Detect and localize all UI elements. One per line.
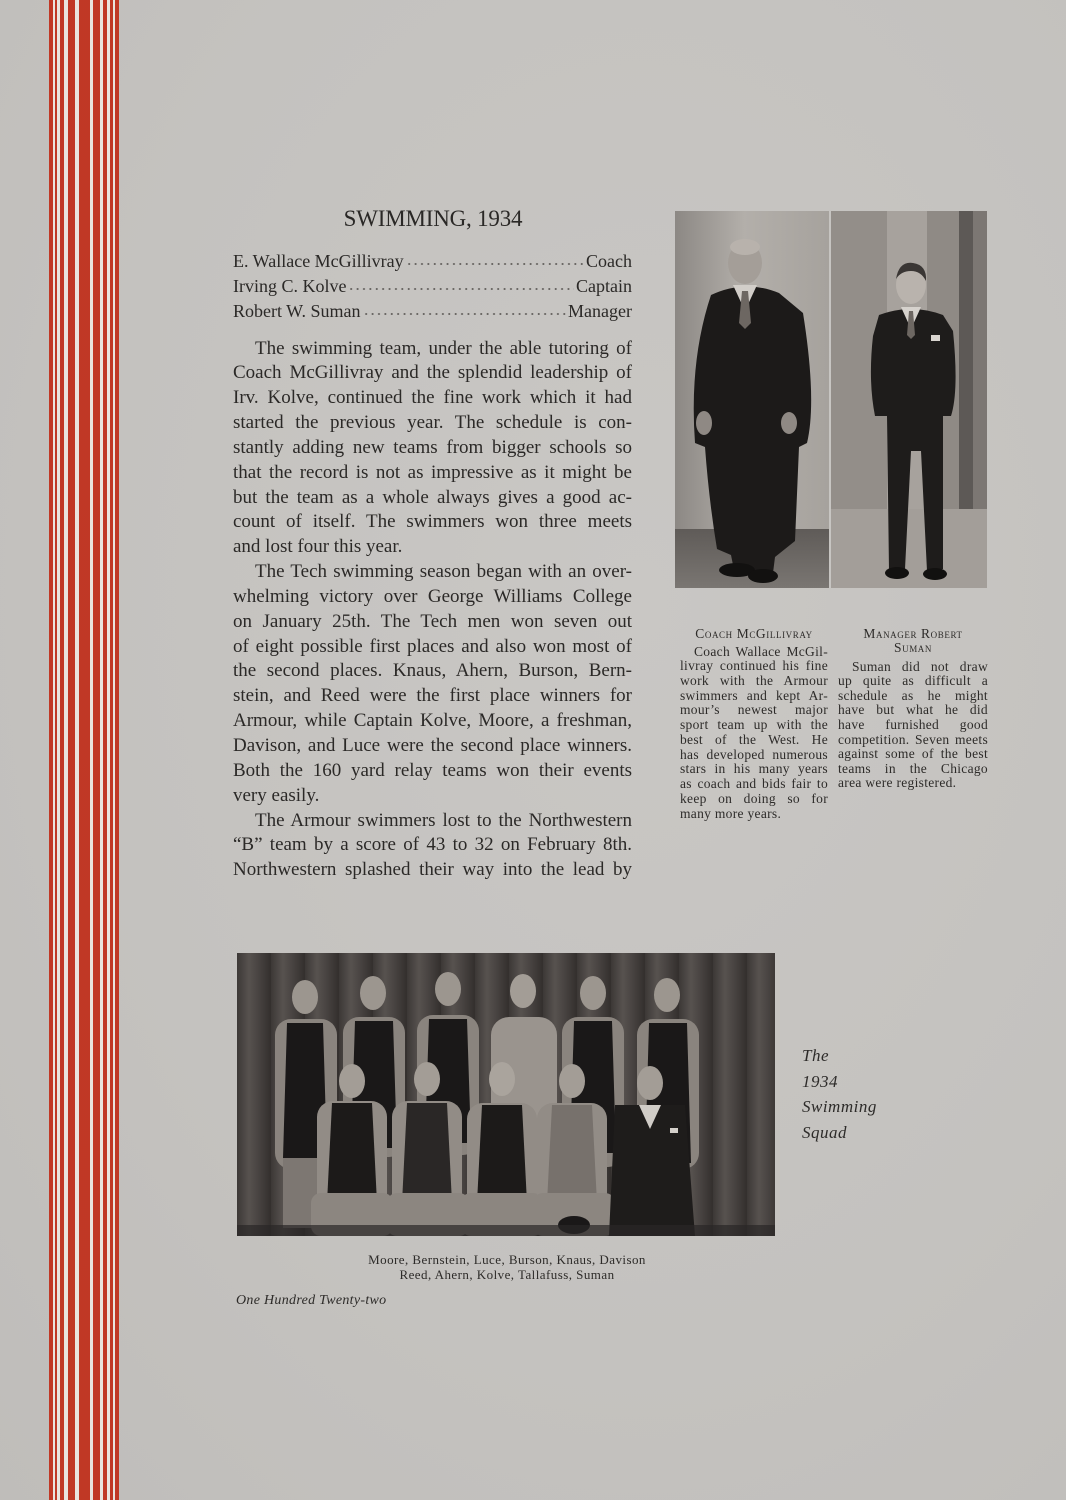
caption-line: many more years.: [680, 805, 782, 821]
article-line: The swimming team, under the able tutoring of: [255, 337, 632, 359]
article-line: but the team as a whole always gives a good ac-: [233, 486, 632, 508]
article-line: Coach McGillivray and the splendid leadership of: [233, 362, 632, 384]
article-line: and lost four this year.: [233, 536, 403, 558]
caption-line: area were registered.: [838, 775, 957, 791]
team-photo-names: [237, 1252, 777, 1282]
article-line: The Tech swimming season began with an over-: [255, 561, 632, 583]
roster-name: E. Wallace McGillivray: [233, 251, 404, 271]
article-line: whelming victory over George Williams College: [233, 585, 632, 607]
page-title: SWIMMING, 1934: [343, 206, 523, 231]
article-line: that the record is not as impressive as it might be: [233, 461, 632, 483]
side-caption-line: The: [802, 1046, 829, 1065]
caption-line: has developed numerous: [680, 746, 828, 762]
page-number: One Hundred Twenty-two: [236, 1293, 387, 1308]
caption-line: schedule as he might: [838, 687, 988, 703]
caption-line: keep on doing so for: [680, 790, 828, 806]
manager-caption-heading-line: Suman: [893, 639, 932, 655]
staff-roster: [233, 249, 632, 324]
manager-caption-heading: [838, 627, 988, 655]
article-line: Armour, while Captain Kolve, Moore, a freshman,: [233, 710, 632, 732]
roster-row-manager: [233, 299, 632, 324]
caption-line: competition. Seven meets: [838, 731, 988, 747]
caption-line: work with the Armour: [680, 673, 828, 689]
team-group-photo: [237, 953, 775, 1236]
team-photo-side-caption: [802, 1043, 877, 1145]
article-line: Both the 160 yard relay teams won their events: [233, 759, 632, 781]
roster-role: Captain: [576, 276, 632, 296]
caption-line: up quite as difficult a: [838, 673, 988, 689]
article-line: on January 25th. The Tech men won seven out: [233, 610, 632, 632]
coach-caption-body: [680, 645, 828, 822]
article-line: The Armour swimmers lost to the Northwestern: [255, 809, 632, 831]
article-line: Northwestern splashed their way into the lead by: [233, 859, 632, 881]
article-line: stein, and Reed were the first place winners for: [233, 685, 632, 707]
article-line: Davison, and Luce were the second place winners.: [233, 735, 632, 756]
article-line: of eight possible first places and also won most of: [233, 635, 632, 657]
manager-portrait-photo: [831, 211, 987, 588]
dot-leader: [363, 312, 567, 316]
coach-caption-heading: Coach McGillivray: [695, 626, 813, 641]
article-paragraph-3: [233, 809, 632, 884]
coach-portrait-photo: [675, 211, 829, 588]
caption-line: best of the West. He: [680, 731, 828, 747]
article-line: stantly adding new teams from bigger schools so: [233, 436, 632, 458]
article-body: [233, 337, 632, 884]
caption-line: against some of the best: [838, 746, 988, 762]
names-back-row: Moore, Bernstein, Luce, Burson, Knaus, Davison: [368, 1251, 646, 1267]
dot-leader: [348, 287, 574, 291]
caption-line: teams in the Chicago: [838, 760, 988, 776]
caption-line: Coach Wallace McGil-: [694, 643, 828, 659]
article-line: very easily.: [233, 784, 320, 806]
caption-line: as coach and bids fair to: [680, 776, 828, 792]
article-line: started the previous year. The schedule is con-: [233, 412, 632, 434]
roster-name: Irving C. Kolve: [233, 276, 347, 296]
roster-name: Robert W. Suman: [233, 301, 361, 321]
caption-line: stars in his many years: [680, 761, 828, 777]
coach-portrait-image: [675, 211, 829, 588]
manager-caption-heading-line: Manager Robert: [863, 625, 963, 641]
team-group-image: [237, 953, 775, 1236]
roster-row-coach: [233, 249, 632, 274]
article-paragraph-1: [233, 337, 632, 561]
manager-caption-body: [838, 660, 988, 791]
article-line: Irv. Kolve, continued the fine work which it had: [233, 387, 632, 409]
manager-portrait-image: [831, 211, 987, 588]
side-caption-line: Squad: [802, 1122, 847, 1142]
names-front-row: Reed, Ahern, Kolve, Tallafuss, Suman: [399, 1266, 615, 1282]
caption-line: mour’s newest major: [680, 702, 828, 718]
caption-line: have but what he did: [838, 702, 988, 718]
roster-role: Manager: [568, 301, 632, 321]
caption-line: swimmers and kept Ar-: [680, 687, 828, 703]
side-caption-line: Swimming: [802, 1097, 877, 1117]
roster-role: Coach: [586, 251, 632, 271]
side-caption-line: 1934: [802, 1071, 838, 1091]
article-line: the second places. Knaus, Ahern, Burson, Bern-: [233, 660, 632, 682]
article-paragraph-2: [233, 560, 632, 808]
roster-row-captain: [233, 274, 632, 299]
caption-line: have furnished good: [838, 716, 988, 732]
dot-leader: [406, 262, 584, 266]
caption-line: Suman did not draw: [852, 658, 988, 674]
caption-line: sport team up with the: [680, 717, 828, 733]
article-line: “B” team by a score of 43 to 32 on February 8th.: [233, 834, 632, 856]
red-striped-border: [49, 0, 119, 1500]
caption-line: livray continued his fine: [680, 658, 828, 674]
article-line: count of itself. The swimmers won three meets: [233, 511, 632, 533]
